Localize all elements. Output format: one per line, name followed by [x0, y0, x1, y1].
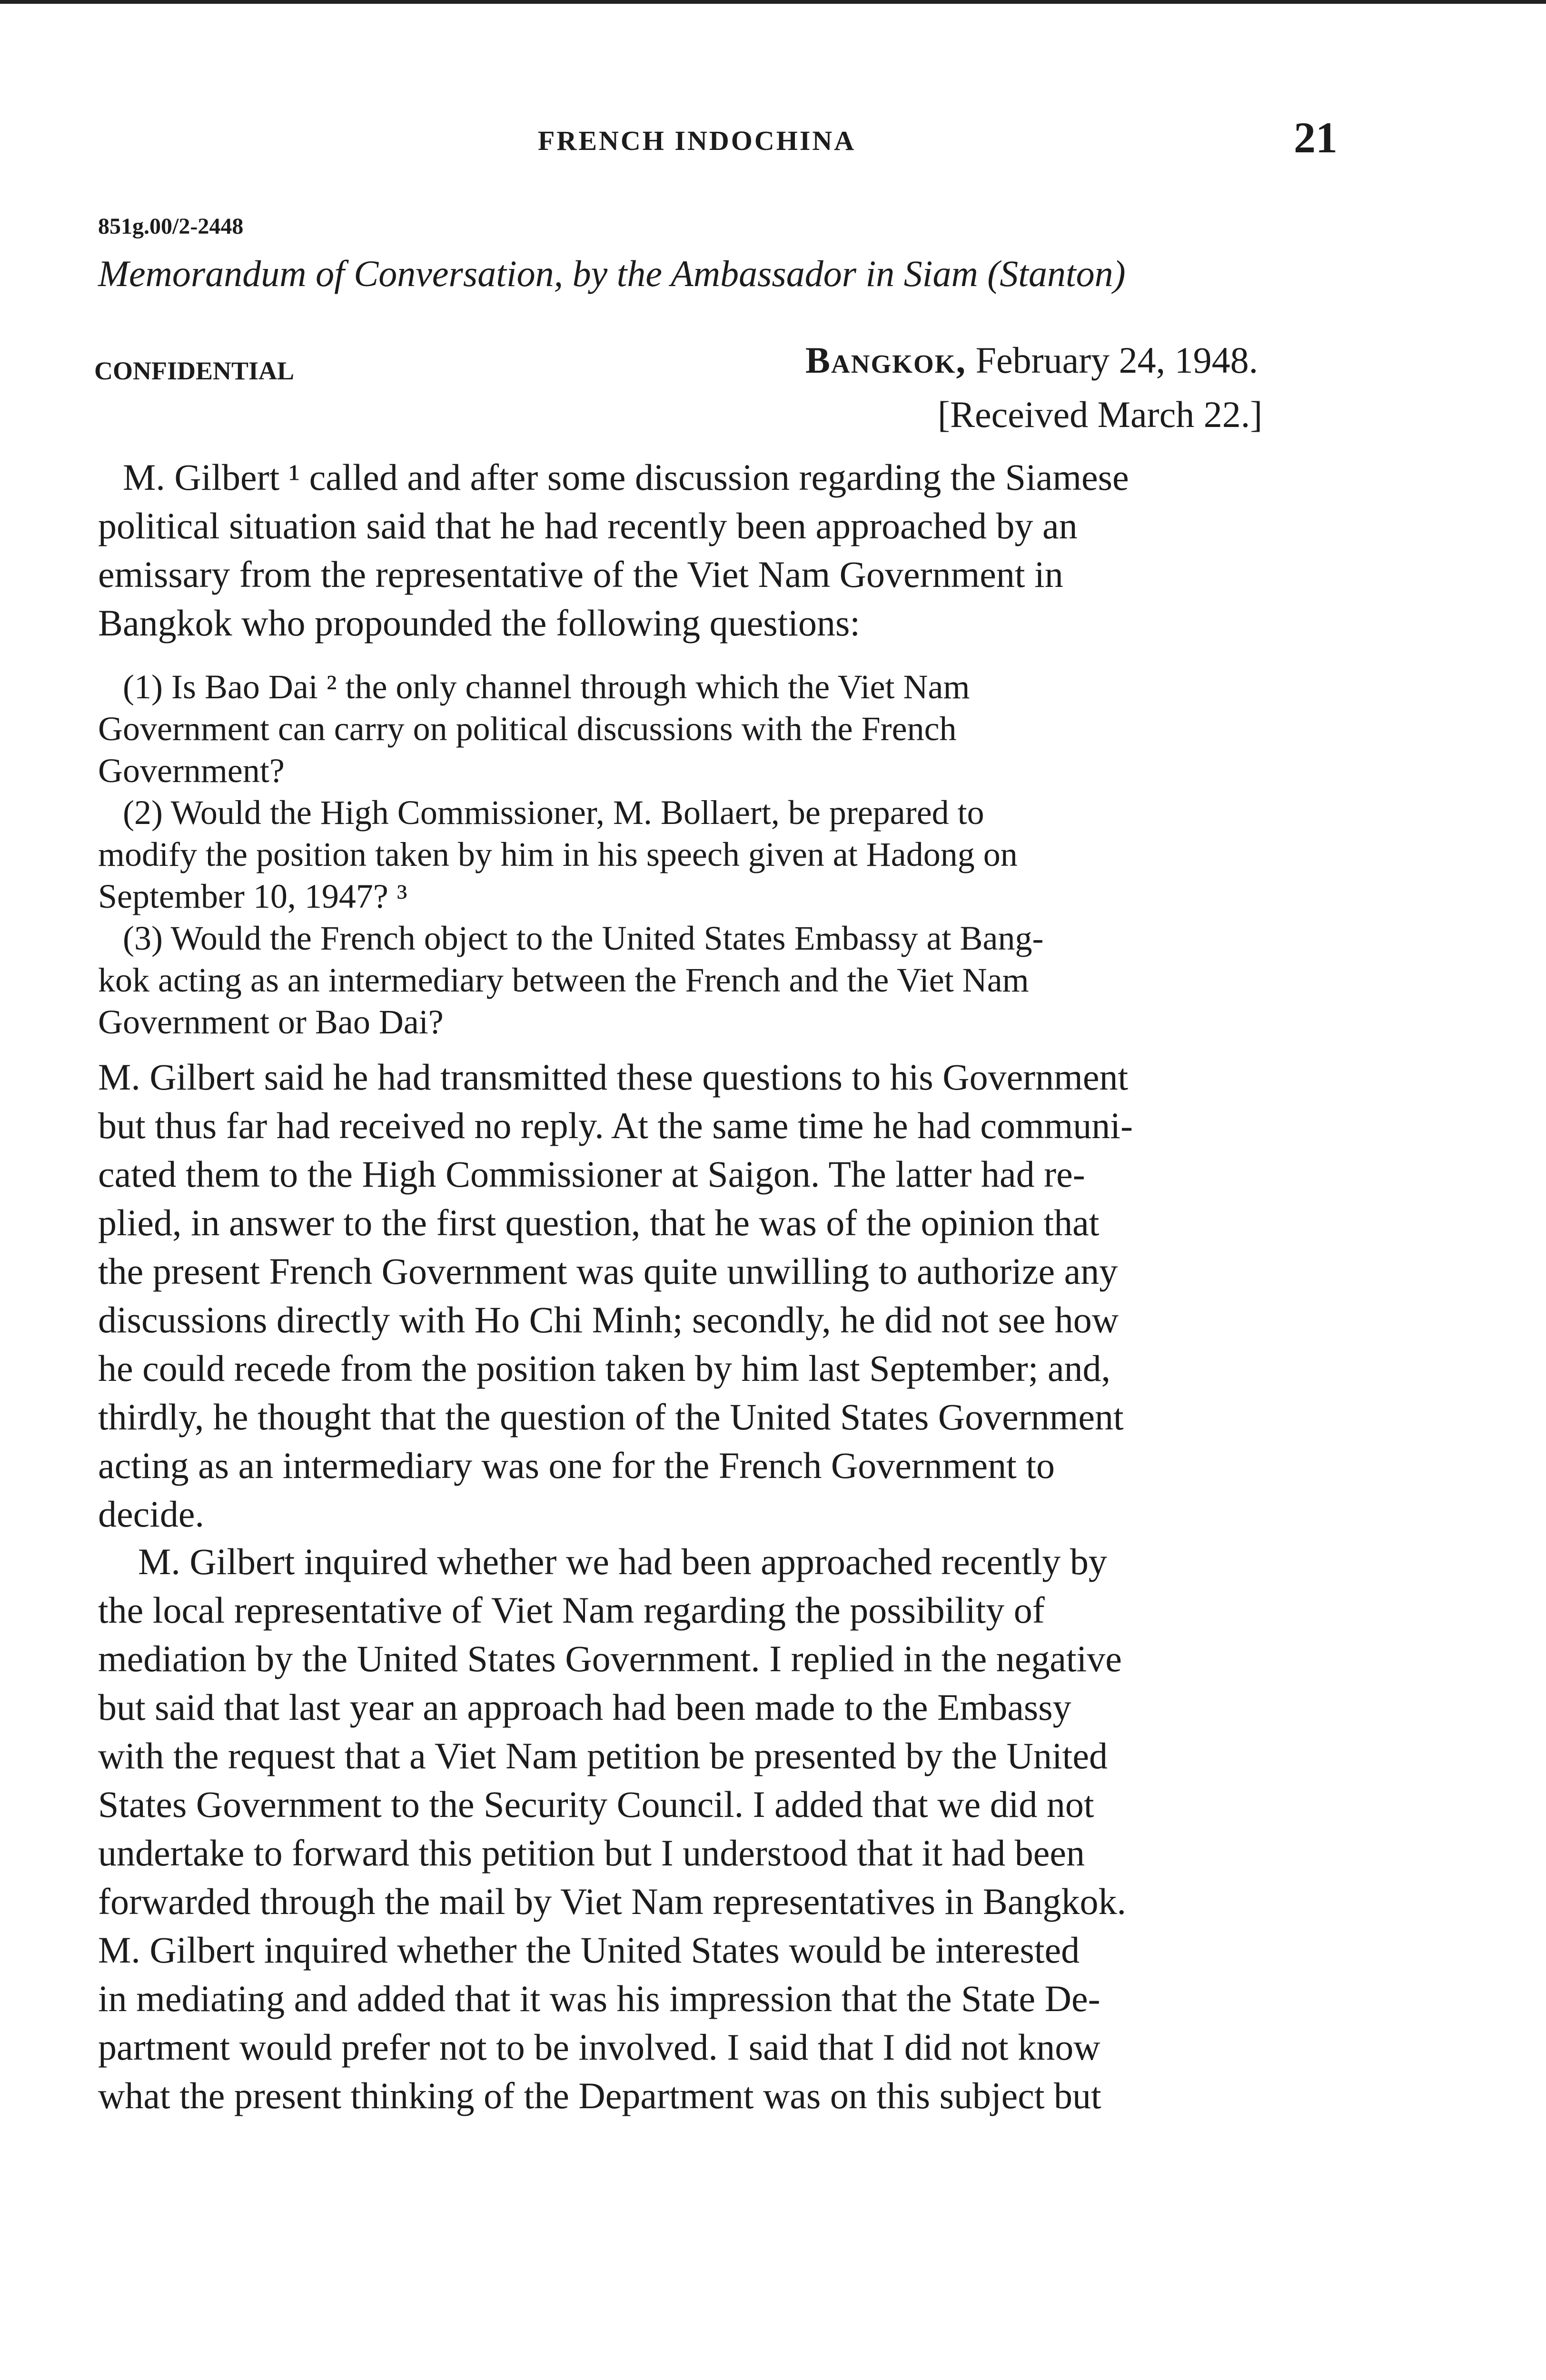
paragraph-1-line: emissary from the representative of the Viet Nam Government in [98, 554, 1063, 595]
top-border-rule [0, 0, 1546, 4]
dateline [805, 339, 1258, 382]
paragraph-2-line: he could recede from the position taken by him last September; and, [98, 1348, 1111, 1389]
paragraph-2-line: the present French Government was quite unwilling to authorize any [98, 1250, 1118, 1292]
question-line: kok acting as an intermediary between the French and the Viet Nam [98, 961, 1029, 999]
paragraph-2-line: but thus far had received no reply. At the same time he had communi- [98, 1105, 1133, 1146]
question-line: Government can carry on political discussions with the French [98, 710, 957, 748]
paragraph-3-line: undertake to forward this petition but I understood that it had been [98, 1832, 1085, 1874]
paragraph-3-line: in mediating and added that it was his impression that the State De- [98, 1978, 1100, 2019]
paragraph-3-line: the local representative of Viet Nam regarding the possibility of [98, 1589, 1045, 1631]
paragraph-1-line: political situation said that he had recently been approached by an [98, 505, 1078, 546]
paragraph-2-line: thirdly, he thought that the question of the United States Government [98, 1396, 1124, 1438]
question-line: September 10, 1947? ³ [98, 877, 407, 915]
dateline-date: February 24, 1948. [975, 339, 1259, 381]
question-line: modify the position taken by him in his speech given at Hadong on [98, 835, 1018, 873]
question-line: (2) Would the High Commissioner, M. Bollaert, be prepared to [123, 793, 984, 832]
classification-label: CONFIDENTIAL [94, 357, 295, 385]
paragraph-2-line: decide. [98, 1493, 205, 1535]
running-head: FRENCH INDOCHINA [538, 125, 856, 156]
document-title: Memorandum of Conversation, by the Ambassador in Siam (Stanton) [98, 253, 1126, 294]
paragraph-3-line: mediation by the United States Government. I replied in the negative [98, 1638, 1122, 1679]
paragraph-3-line: States Government to the Security Council. I added that we did not [98, 1784, 1094, 1825]
paragraph-1-line: M. Gilbert ¹ called and after some discussion regarding the Siamese [123, 456, 1129, 498]
dateline-place: Bangkok, [805, 339, 967, 381]
question-line: (1) Is Bao Dai ² the only channel through which the Viet Nam [123, 668, 970, 706]
received-date: [Received March 22.] [938, 394, 1263, 435]
paragraph-3-line: M. Gilbert inquired whether we had been approached recently by [138, 1541, 1107, 1582]
page-number: 21 [1294, 113, 1338, 162]
question-line: (3) Would the French object to the United States Embassy at Bang- [123, 919, 1044, 957]
paragraph-3-line: forwarded through the mail by Viet Nam representatives in Bangkok. [98, 1881, 1126, 1922]
paragraph-3-line: with the request that a Viet Nam petition be presented by the United [98, 1735, 1108, 1776]
paragraph-3-line: what the present thinking of the Department was on this subject but [98, 2075, 1101, 2116]
paragraph-2-line: plied, in answer to the first question, that he was of the opinion that [98, 1202, 1100, 1243]
paragraph-1-line: Bangkok who propounded the following questions: [98, 602, 861, 644]
paragraph-2-line: acting as an intermediary was one for the French Government to [98, 1445, 1055, 1486]
file-number: 851g.00/2-2448 [98, 214, 244, 239]
paragraph-2-line: cated them to the High Commissioner at Saigon. The latter had re- [98, 1153, 1085, 1195]
paragraph-2-line: M. Gilbert said he had transmitted these questions to his Government [98, 1056, 1129, 1098]
paragraph-3-line: but said that last year an approach had been made to the Embassy [98, 1686, 1071, 1728]
question-line: Government or Bao Dai? [98, 1003, 444, 1041]
paragraph-3-line: M. Gilbert inquired whether the United States would be interested [98, 1929, 1080, 1971]
paragraph-2-line: discussions directly with Ho Chi Minh; secondly, he did not see how [98, 1299, 1119, 1340]
paragraph-3-line: partment would prefer not to be involved. I said that I did not know [98, 2026, 1100, 2068]
question-line: Government? [98, 752, 285, 790]
